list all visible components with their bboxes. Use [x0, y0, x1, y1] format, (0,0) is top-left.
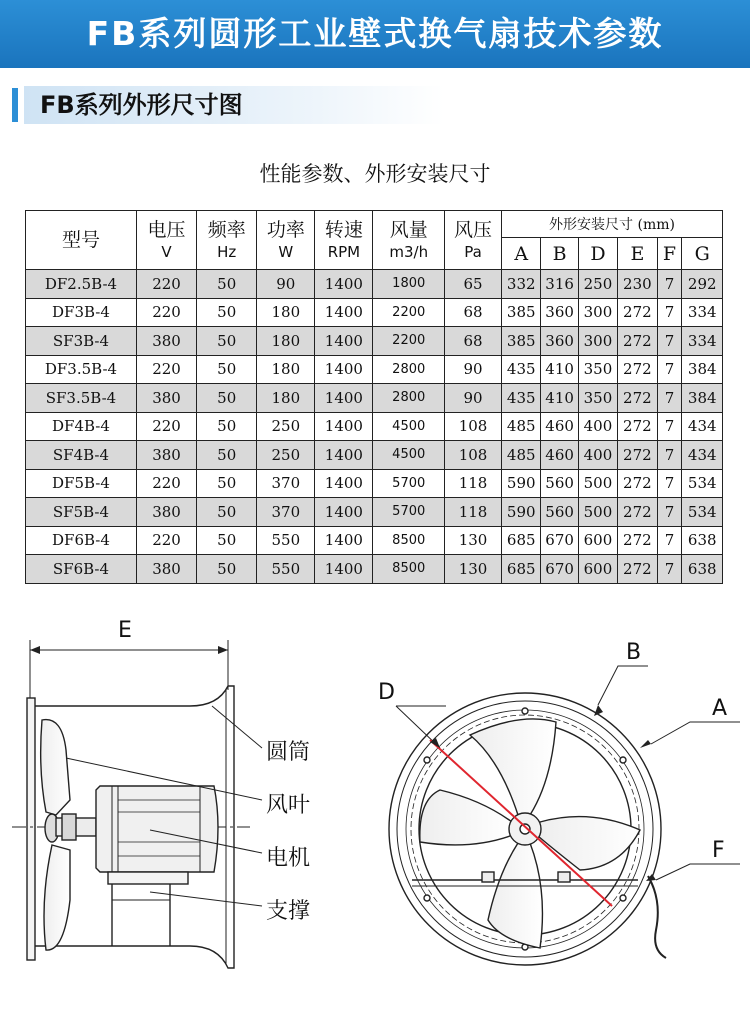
table-cell: 180 — [257, 298, 315, 327]
dimension-e-label: E — [118, 618, 132, 643]
table-cell: 220 — [136, 526, 196, 555]
table-cell: 272 — [618, 384, 657, 413]
table-cell: 600 — [578, 526, 617, 555]
table-cell: 334 — [682, 327, 723, 356]
table-cell: 485 — [502, 412, 541, 441]
table-cell: 50 — [197, 298, 257, 327]
table-cell: 4500 — [373, 441, 445, 470]
table-cell: 250 — [578, 270, 617, 299]
table-cell: 550 — [257, 526, 315, 555]
table-cell: 118 — [445, 469, 502, 498]
table-cell: 50 — [197, 270, 257, 299]
table-cell: 50 — [197, 555, 257, 584]
label-motor: 电机 — [266, 846, 311, 871]
table-cell: 1400 — [315, 298, 373, 327]
table-cell: 500 — [578, 469, 617, 498]
table-cell: 384 — [682, 384, 723, 413]
table-cell: 1800 — [373, 270, 445, 299]
table-cell: 130 — [445, 555, 502, 584]
table-cell: 434 — [682, 412, 723, 441]
table-cell: 2200 — [373, 327, 445, 356]
table-cell: 7 — [657, 384, 682, 413]
table-cell: 4500 — [373, 412, 445, 441]
model-cell: SF6B-4 — [26, 555, 137, 584]
header-power: 功率 W — [257, 211, 315, 270]
table-cell: 50 — [197, 384, 257, 413]
table-cell: 550 — [257, 555, 315, 584]
table-cell: 50 — [197, 327, 257, 356]
table-cell: 220 — [136, 270, 196, 299]
table-cell: 380 — [136, 498, 196, 527]
table-cell: 220 — [136, 412, 196, 441]
table-cell: 316 — [541, 270, 578, 299]
table-cell: 65 — [445, 270, 502, 299]
table-cell: 300 — [578, 327, 617, 356]
table-cell: 380 — [136, 327, 196, 356]
table-cell: 435 — [502, 355, 541, 384]
table-cell: 1400 — [315, 270, 373, 299]
front-label-b: B — [626, 640, 642, 665]
table-cell: 5700 — [373, 469, 445, 498]
table-cell: 180 — [257, 355, 315, 384]
side-view-drawing — [12, 640, 262, 968]
model-cell: DF5B-4 — [26, 469, 137, 498]
label-cylinder: 圆筒 — [266, 740, 311, 765]
header-dim-b: B — [541, 238, 578, 270]
table-cell: 7 — [657, 270, 682, 299]
table-cell: 400 — [578, 441, 617, 470]
front-label-a: A — [712, 696, 728, 721]
table-cell: 434 — [682, 441, 723, 470]
table-cell: 7 — [657, 498, 682, 527]
table-cell: 460 — [541, 441, 578, 470]
table-cell: 560 — [541, 469, 578, 498]
header-voltage: 电压 V — [136, 211, 196, 270]
table-cell: 250 — [257, 412, 315, 441]
table-cell: 1400 — [315, 526, 373, 555]
table-cell: 118 — [445, 498, 502, 527]
table-cell: 410 — [541, 355, 578, 384]
table-cell: 380 — [136, 441, 196, 470]
table-cell: 2200 — [373, 298, 445, 327]
header-dim-e: E — [618, 238, 657, 270]
table-cell: 220 — [136, 298, 196, 327]
header-dim-g: G — [682, 238, 723, 270]
table-cell: 180 — [257, 384, 315, 413]
table-cell: 272 — [618, 555, 657, 584]
table-cell: 638 — [682, 555, 723, 584]
table-cell: 50 — [197, 412, 257, 441]
table-cell: 272 — [618, 498, 657, 527]
table-cell: 50 — [197, 498, 257, 527]
table-cell: 1400 — [315, 327, 373, 356]
table-cell: 600 — [578, 555, 617, 584]
table-cell: 108 — [445, 412, 502, 441]
table-cell: 360 — [541, 298, 578, 327]
table-cell: 360 — [541, 327, 578, 356]
table-cell: 638 — [682, 526, 723, 555]
table-cell: 500 — [578, 498, 617, 527]
model-cell: DF3B-4 — [26, 298, 137, 327]
table-cell: 272 — [618, 469, 657, 498]
header-model: 型号 — [26, 211, 137, 270]
table-cell: 685 — [502, 555, 541, 584]
table-cell: 1400 — [315, 355, 373, 384]
table-cell: 400 — [578, 412, 617, 441]
label-fan-blade: 风叶 — [266, 793, 311, 818]
model-cell: SF4B-4 — [26, 441, 137, 470]
table-cell: 590 — [502, 498, 541, 527]
table-cell: 1400 — [315, 441, 373, 470]
table-cell: 7 — [657, 355, 682, 384]
table-cell: 272 — [618, 526, 657, 555]
table-cell: 8500 — [373, 555, 445, 584]
table-cell: 370 — [257, 498, 315, 527]
table-cell: 130 — [445, 526, 502, 555]
table-cell: 90 — [257, 270, 315, 299]
model-cell: SF3B-4 — [26, 327, 137, 356]
table-cell: 534 — [682, 469, 723, 498]
header-dim-a: A — [502, 238, 541, 270]
table-cell: 230 — [618, 270, 657, 299]
arrow-f — [646, 874, 656, 881]
table-cell: 385 — [502, 298, 541, 327]
table-cell: 7 — [657, 555, 682, 584]
table-cell: 8500 — [373, 526, 445, 555]
section-title: FB系列外形尺寸图 — [40, 91, 243, 119]
table-cell: 460 — [541, 412, 578, 441]
table-cell: 292 — [682, 270, 723, 299]
table-cell: 300 — [578, 298, 617, 327]
label-support: 支撑 — [266, 899, 311, 924]
table-cell: 7 — [657, 327, 682, 356]
table-cell: 435 — [502, 384, 541, 413]
table-cell: 670 — [541, 555, 578, 584]
header-frequency: 频率 Hz — [197, 211, 257, 270]
table-cell: 220 — [136, 469, 196, 498]
table-cell: 2800 — [373, 384, 445, 413]
table-cell: 50 — [197, 355, 257, 384]
model-cell: SF5B-4 — [26, 498, 137, 527]
header-pressure: 风压 Pa — [445, 211, 502, 270]
table-cell: 68 — [445, 298, 502, 327]
table-cell: 410 — [541, 384, 578, 413]
table-cell: 590 — [502, 469, 541, 498]
table-cell: 350 — [578, 355, 617, 384]
table-cell: 7 — [657, 441, 682, 470]
table-cell: 1400 — [315, 469, 373, 498]
header-dim-f: F — [657, 238, 682, 270]
table-cell: 220 — [136, 355, 196, 384]
table-cell: 685 — [502, 526, 541, 555]
table-cell: 272 — [618, 412, 657, 441]
table-cell: 1400 — [315, 384, 373, 413]
table-cell: 7 — [657, 526, 682, 555]
table-cell: 380 — [136, 555, 196, 584]
table-cell: 272 — [618, 327, 657, 356]
model-cell: DF6B-4 — [26, 526, 137, 555]
model-cell: SF3.5B-4 — [26, 384, 137, 413]
model-cell: DF2.5B-4 — [26, 270, 137, 299]
model-cell: DF4B-4 — [26, 412, 137, 441]
table-cell: 1400 — [315, 498, 373, 527]
header-speed: 转速 RPM — [315, 211, 373, 270]
table-cell: 534 — [682, 498, 723, 527]
table-cell: 334 — [682, 298, 723, 327]
table-cell: 50 — [197, 526, 257, 555]
table-cell: 2800 — [373, 355, 445, 384]
page-title: FB系列圆形工业壁式换气扇技术参数 — [86, 14, 664, 53]
table-cell: 272 — [618, 441, 657, 470]
table-cell: 90 — [445, 384, 502, 413]
table-subtitle: 性能参数、外形安装尺寸 — [259, 162, 491, 186]
table-cell: 250 — [257, 441, 315, 470]
table-cell: 380 — [136, 384, 196, 413]
table-cell: 108 — [445, 441, 502, 470]
table-cell: 670 — [541, 526, 578, 555]
table-cell: 180 — [257, 327, 315, 356]
table-cell: 5700 — [373, 498, 445, 527]
arrow-a — [640, 740, 651, 748]
table-cell: 7 — [657, 412, 682, 441]
header-dimensions: 外形安装尺寸 (mm) — [502, 211, 723, 238]
model-cell: DF3.5B-4 — [26, 355, 137, 384]
table-cell: 1400 — [315, 412, 373, 441]
front-label-d: D — [378, 680, 395, 705]
table-cell: 7 — [657, 298, 682, 327]
table-cell: 50 — [197, 441, 257, 470]
header-dim-d: D — [578, 238, 617, 270]
table-cell: 560 — [541, 498, 578, 527]
table-cell: 485 — [502, 441, 541, 470]
table-cell: 7 — [657, 469, 682, 498]
table-cell: 384 — [682, 355, 723, 384]
header-airflow: 风量 m3/h — [373, 211, 445, 270]
table-cell: 332 — [502, 270, 541, 299]
table-cell: 50 — [197, 469, 257, 498]
table-cell: 370 — [257, 469, 315, 498]
table-cell: 68 — [445, 327, 502, 356]
table-cell: 350 — [578, 384, 617, 413]
front-label-f: F — [712, 838, 725, 863]
table-cell: 272 — [618, 355, 657, 384]
table-cell: 272 — [618, 298, 657, 327]
table-cell: 1400 — [315, 555, 373, 584]
table-cell: 385 — [502, 327, 541, 356]
front-view-drawing — [389, 666, 740, 965]
table-cell: 90 — [445, 355, 502, 384]
